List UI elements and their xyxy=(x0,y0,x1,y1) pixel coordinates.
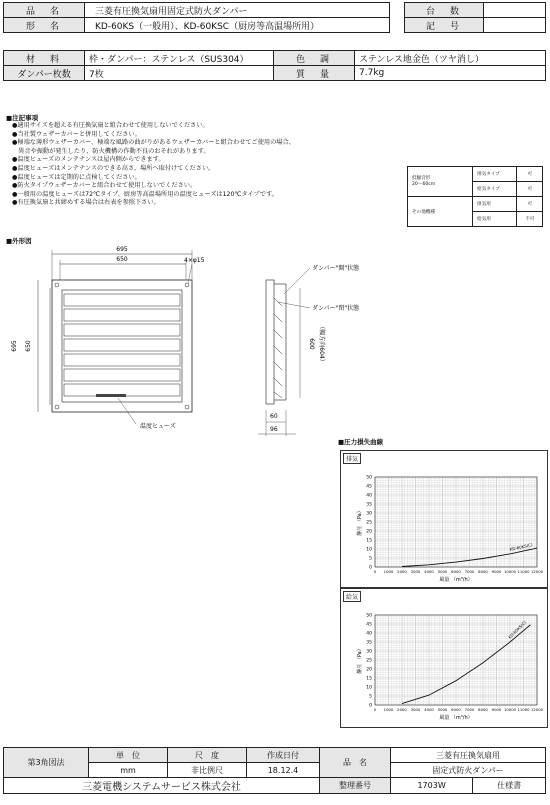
x-tick-label: 1000 xyxy=(383,569,394,574)
dim-695v-label: 695 xyxy=(11,340,18,352)
mounting-hole xyxy=(55,283,59,287)
dim-650-label: 650 xyxy=(116,256,128,263)
side-blades xyxy=(274,298,282,398)
y-tick-label: 25 xyxy=(366,520,372,526)
x-tick-label: 3000 xyxy=(410,569,421,574)
compat-cell: 不可 xyxy=(517,212,543,227)
dim-96-label: 96 xyxy=(270,426,278,433)
compat-cell: 可 xyxy=(517,197,543,212)
name-line1: 三菱有圧換気扇用 xyxy=(391,748,546,763)
drawing-title: ■外形図 xyxy=(6,237,32,245)
side-view-drawing xyxy=(240,250,420,440)
x-tick-label: 0 xyxy=(373,569,377,574)
x-tick-label: 5000 xyxy=(437,569,448,574)
mark-value xyxy=(484,18,546,33)
y-tick-label: 20 xyxy=(366,667,372,673)
model-label: 形 名 xyxy=(4,18,85,33)
x-tick-label: 6000 xyxy=(451,569,461,574)
product-name-label: 品 名 xyxy=(4,3,85,18)
x-tick-label: 2000 xyxy=(397,707,407,712)
material-label: 材 料 xyxy=(4,51,85,66)
compat-cell: 給気用 xyxy=(473,212,517,227)
supply-chart xyxy=(341,589,547,727)
dim-650v-label: 650 xyxy=(25,340,32,352)
y-tick-label: 30 xyxy=(366,511,372,517)
compat-cell: 排気タイプ xyxy=(473,167,517,182)
x-tick-label: 11000 xyxy=(517,707,530,712)
y-tick-label: 0 xyxy=(369,565,372,571)
y-tick-label: 15 xyxy=(366,538,372,544)
blades-value: 7枚 xyxy=(85,66,274,81)
blades xyxy=(64,294,180,396)
mounting-hole xyxy=(185,283,189,287)
name-line2: 固定式防火ダンパー xyxy=(391,763,546,778)
x-tick-label: 1000 xyxy=(383,707,394,712)
color-value: ステンレス地金色（ツヤ消し） xyxy=(355,51,546,66)
scale-value: 非比例尺 xyxy=(168,763,247,778)
x-tick-label: 9000 xyxy=(491,569,502,574)
compat-cell: 可 xyxy=(517,167,543,182)
y-tick-label: 10 xyxy=(366,547,372,553)
note-item: ●適用サイズを超える有圧換気扇と組合わせて使用しないでください。 xyxy=(12,122,209,129)
x-tick-label: 6000 xyxy=(451,707,461,712)
note-item: ●一般用の温度ヒューズは72℃タイプ、厨房等高温場所用の温度ヒューズは120℃タイプです。 xyxy=(12,190,278,198)
exhaust-chart-title: 排気 xyxy=(343,453,361,464)
y-axis-label: 静圧 （Pa） xyxy=(357,508,363,536)
compat-cell: 可 xyxy=(517,182,543,197)
note-item: ●当社製ウェザーカバーと併用してください。 xyxy=(12,130,141,138)
compat-cell: 給気タイプ xyxy=(473,182,517,197)
x-tick-label: 9000 xyxy=(491,707,502,712)
date-value: 18.12.4 xyxy=(247,763,320,778)
x-tick-label: 10000 xyxy=(503,569,517,574)
model-name: KD-60KS（一般用）、KD-60KSC（厨房等高温場所用） xyxy=(85,18,390,33)
y-tick-label: 45 xyxy=(366,484,372,490)
dim-604-label: （幅方向604） xyxy=(318,323,325,365)
spec-table xyxy=(3,50,546,81)
y-tick-label: 20 xyxy=(366,529,372,535)
material-value: 枠・ダンパー：ステンレス（SUS304） xyxy=(85,51,274,66)
mounting-hole xyxy=(185,405,189,409)
y-tick-label: 25 xyxy=(366,658,372,664)
dim-695-label: 695 xyxy=(116,246,128,253)
note-item: ●温度ヒューズはメンテナンスのできる高さ、場所へ取付けてください。 xyxy=(12,164,215,172)
x-tick-label: 2000 xyxy=(397,569,407,574)
x-tick-label: 8000 xyxy=(478,707,488,712)
compat-cell: 排気用 xyxy=(473,197,517,212)
outer-frame xyxy=(52,280,192,412)
y-tick-label: 0 xyxy=(369,703,372,709)
note-item: 異音や振動が発生したり、防火機構の作動不良のおそれがあります。 xyxy=(12,147,210,155)
y-tick-label: 40 xyxy=(366,493,372,499)
note-item: ●温度ヒューズは定期的に点検してください。 xyxy=(12,173,141,181)
unit-label: 単 位 xyxy=(89,748,168,763)
pressure-title: ■圧力損失曲線 xyxy=(338,438,384,446)
date-label: 作成日付 xyxy=(247,748,320,763)
mounting-hole xyxy=(55,405,59,409)
y-tick-label: 45 xyxy=(366,622,372,628)
x-axis-label: 風量 （m³/h） xyxy=(439,715,473,721)
doc-no: 1703W xyxy=(391,778,473,794)
y-tick-label: 30 xyxy=(366,649,372,655)
notes-list xyxy=(12,122,295,208)
unit-value: mm xyxy=(89,763,168,778)
y-tick-label: 5 xyxy=(369,556,372,562)
compat-other: その他機種 xyxy=(408,197,473,227)
closed-state-label: ダンパー"閉"状態 xyxy=(312,305,360,312)
inner-frame xyxy=(62,290,182,402)
y-tick-label: 35 xyxy=(366,640,372,646)
y-tick-label: 40 xyxy=(366,631,372,637)
y-tick-label: 15 xyxy=(366,676,372,682)
dim-60-label: 60 xyxy=(270,413,278,420)
color-label: 色 調 xyxy=(274,51,355,66)
units-label: 台 数 xyxy=(405,3,484,18)
x-tick-label: 12000 xyxy=(530,569,544,574)
series-label: KD-60KS(C) xyxy=(509,542,534,552)
y-tick-label: 50 xyxy=(366,475,372,481)
x-tick-label: 4000 xyxy=(424,707,434,712)
x-tick-label: 7000 xyxy=(464,569,475,574)
open-state-label: ダンパー"開"状態 xyxy=(312,265,360,272)
fuse-label: 温度ヒューズ xyxy=(140,423,176,430)
supply-chart-box xyxy=(340,588,548,728)
side-frame xyxy=(266,280,274,404)
note-item: ●有圧換気扇と共締めする場合は右表を参照下さい。 xyxy=(12,199,160,207)
compat-low-noise: 低騒音形 xyxy=(412,175,431,181)
compat-size: 20～60cm xyxy=(412,181,436,187)
y-tick-label: 5 xyxy=(369,694,372,700)
name-label: 品 名 xyxy=(320,748,391,778)
fuse-bar xyxy=(96,394,126,397)
x-tick-label: 7000 xyxy=(464,707,475,712)
front-view-drawing xyxy=(0,240,250,440)
doc-no-label: 整理番号 xyxy=(320,778,391,794)
mass-value: 7.7kg xyxy=(355,66,546,81)
note-item: ●温度ヒューズのメンテナンスは屋内側からできます。 xyxy=(12,156,165,164)
y-tick-label: 10 xyxy=(366,685,372,691)
doc-type: 仕様書 xyxy=(473,778,546,794)
x-tick-label: 3000 xyxy=(410,707,421,712)
x-tick-label: 10000 xyxy=(503,707,517,712)
y-tick-label: 35 xyxy=(366,502,372,508)
note-item: ●防火タイプウェザーカバーと組合わせて使用しないでください。 xyxy=(12,182,197,190)
title-block xyxy=(3,747,546,794)
x-tick-label: 12000 xyxy=(530,707,544,712)
compat-table xyxy=(407,166,543,227)
units-value xyxy=(484,3,546,18)
scale-label: 尺 度 xyxy=(168,748,247,763)
supply-chart-title: 給気 xyxy=(343,591,361,602)
product-name: 三菱有圧換気扇用固定式防火ダンパー xyxy=(85,3,390,18)
notes-title: ■注記事項 xyxy=(6,114,39,122)
x-tick-label: 5000 xyxy=(437,707,448,712)
projection: 第3角図法 xyxy=(4,748,89,778)
note-item: ●極端な薄形ウェザーカバー、極端な風路の曲がりがあるウェザーカバーと組合わせてご使用の場合、 xyxy=(12,139,295,147)
exhaust-chart xyxy=(341,451,547,587)
x-tick-label: 8000 xyxy=(478,569,488,574)
dim-600-label: 600 xyxy=(308,338,315,350)
company-name: 三菱電機システムサービス株式会社 xyxy=(4,778,320,794)
mark-label: 記 号 xyxy=(405,18,484,33)
x-tick-label: 4000 xyxy=(424,569,434,574)
series-label: KD-60KS(C) xyxy=(507,619,528,640)
holes-label: 4×φ15 xyxy=(184,257,205,264)
header-table xyxy=(3,2,546,33)
y-axis-label: 静圧 （Pa） xyxy=(357,646,363,674)
y-tick-label: 50 xyxy=(366,613,372,619)
x-tick-label: 0 xyxy=(373,707,377,712)
blades-label: ダンパー枚数 xyxy=(4,66,85,81)
x-axis-label: 風量 （m³/h） xyxy=(439,577,473,583)
x-tick-label: 11000 xyxy=(517,569,530,574)
mass-label: 質 量 xyxy=(274,66,355,81)
exhaust-chart-box xyxy=(340,450,548,588)
